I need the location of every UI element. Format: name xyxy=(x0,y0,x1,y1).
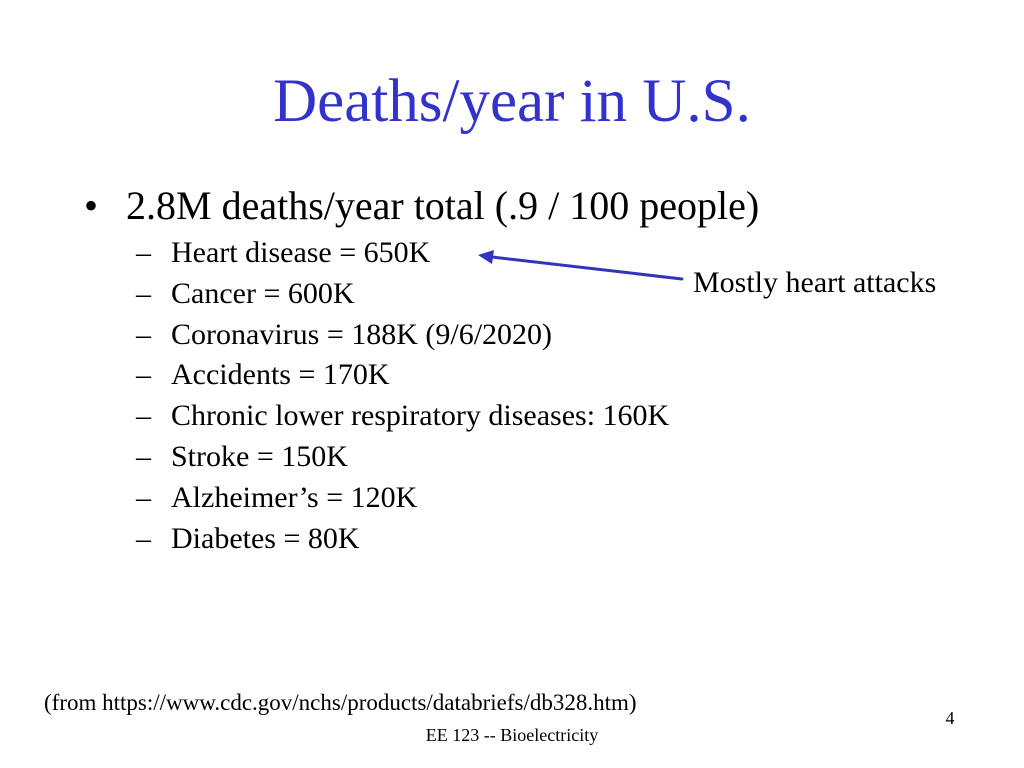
sub-bullet-text: Cancer = 600K xyxy=(171,276,355,310)
sub-bullet-alzheimers xyxy=(136,478,669,519)
sub-bullet-respiratory xyxy=(136,396,669,437)
sub-bullet-text: Alzheimer’s = 120K xyxy=(171,480,418,514)
sub-bullet-text: Coronavirus = 188K (9/6/2020) xyxy=(171,317,553,351)
main-bullet-point xyxy=(84,182,759,230)
slide-title: Deaths/year in U.S. xyxy=(273,68,751,135)
sub-bullet-accidents xyxy=(136,355,669,396)
page-number: 4 xyxy=(945,708,955,728)
sub-bullet-text: Heart disease = 650K xyxy=(171,236,431,269)
bullet-icon: • xyxy=(84,183,99,228)
sub-bullet-heart-disease xyxy=(136,233,669,274)
sub-bullet-cancer xyxy=(136,274,669,315)
dash-icon: – xyxy=(136,276,151,310)
sub-bullet-text: Stroke = 150K xyxy=(171,439,348,473)
dash-icon: – xyxy=(136,521,151,555)
footer-course-title: EE 123 -- Bioelectricity xyxy=(425,725,599,745)
dash-icon: – xyxy=(136,399,151,433)
dash-icon: – xyxy=(136,358,151,392)
dash-icon: – xyxy=(136,480,151,514)
sub-bullet-text: Diabetes = 80K xyxy=(171,521,360,555)
main-bullet-text: 2.8M deaths/year total (.9 / 100 people) xyxy=(126,183,760,228)
sub-bullet-text: Chronic lower respiratory diseases: 160K xyxy=(171,399,670,433)
dash-icon: – xyxy=(136,439,151,473)
sub-bullet-text: Accidents = 170K xyxy=(171,358,390,392)
annotation-text: Mostly heart attacks xyxy=(693,266,937,299)
sub-bullet-stroke xyxy=(136,437,669,478)
source-citation: (from https://www.cdc.gov/nchs/products/databriefs/db328.htm) xyxy=(44,690,637,715)
dash-icon: – xyxy=(136,317,151,351)
sub-bullet-coronavirus xyxy=(136,315,669,356)
dash-icon: – xyxy=(136,236,151,269)
sub-bullet-diabetes xyxy=(136,519,669,560)
sub-bullet-list xyxy=(136,233,669,559)
